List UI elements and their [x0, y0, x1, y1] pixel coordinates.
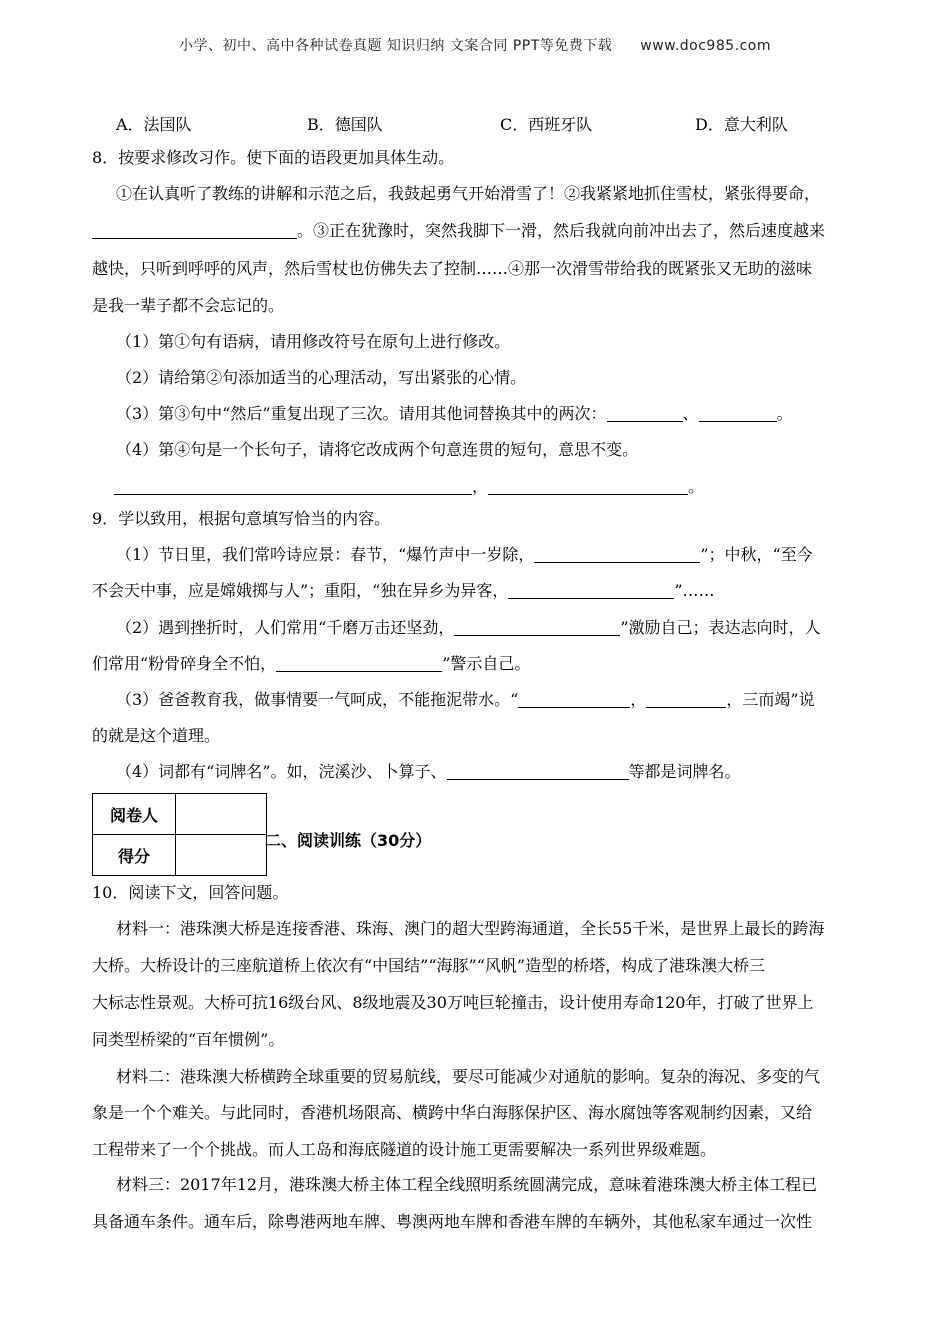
- q8-sub4: （4）第④句是一个长句子，请将它改成两个句意连贯的短句，意思不变。: [116, 440, 639, 459]
- answer-blank[interactable]: [488, 478, 688, 495]
- q9-a-line1: （1）节日里，我们常吟诗应景：春节，“爆竹声中一岁除， ”；中秋，“至今: [116, 545, 813, 564]
- material1-line2: 大桥。大桥设计的三座航道桥上依次有“中国结”“海豚”“风帆”造型的桥塔，构成了港珠澳大桥三: [92, 956, 766, 975]
- q8-sub4-answer: ， 。: [114, 477, 704, 497]
- answer-blank[interactable]: [276, 655, 442, 672]
- answer-blank[interactable]: [518, 691, 630, 708]
- answer-blank[interactable]: [114, 478, 472, 495]
- q9-d-line1: （4）词都有“词牌名”。如，浣溪沙、卜算子、 等都是词牌名。: [116, 762, 741, 781]
- answer-blank[interactable]: [646, 691, 726, 708]
- q8-para-line4: 是我一辈子都不会忘记的。: [92, 296, 285, 315]
- header-url[interactable]: www.doc985.com: [640, 38, 772, 54]
- option-c: C．西班牙队: [500, 115, 593, 134]
- page-header: [0, 35, 950, 55]
- option-d: D．意大利队: [695, 115, 788, 134]
- answer-blank[interactable]: [699, 405, 777, 422]
- q8-sub1: （1）第①句有语病，请用修改符号在原句上进行修改。: [116, 332, 511, 351]
- q9-c-line1: （3）爸爸教育我，做事情要一气呵成，不能拖泥带水。“ ， ，三而竭”说: [116, 690, 815, 709]
- score-table: [92, 793, 267, 876]
- answer-blank[interactable]: [508, 582, 674, 599]
- material2-line2: 象是一个个难关。与此同时，香港机场限高、横跨中华白海豚保护区、海水腐蚀等客观制约因素，又给: [92, 1103, 813, 1122]
- q8-para-line3: 越快，只听到呼呼的风声，然后雪杖也仿佛失去了控制……④那一次滑雪带给我的既紧张又无助的滋味: [92, 259, 813, 278]
- material3-line1: 材料三：2017年12月，港珠澳大桥主体工程全线照明系统圆满完成，意味着港珠澳大桥主体工程已: [116, 1175, 818, 1194]
- option-a: A．法国队: [116, 115, 192, 134]
- material1-line4: 同类型桥梁的“百年惯例”。: [92, 1030, 285, 1049]
- material2-line1: 材料二：港珠澳大桥横跨全球重要的贸易航线，要尽可能减少对通航的影响。复杂的海况、多变的气: [116, 1067, 821, 1086]
- q8-title: 8．按要求修改习作。使下面的语段更加具体生动。: [92, 148, 455, 167]
- q9-title: 9．学以致用，根据句意填写恰当的内容。: [92, 509, 391, 528]
- material1-line3: 大标志性景观。大桥可抗16级台风、8级地震及30万吨巨轮撞击，设计使用寿命120年，打破了世界上: [92, 993, 814, 1012]
- material3-line2: 具备通车条件。通车后，除粤港两地车牌、粤澳两地车牌和香港车牌的车辆外，其他私家车通过一次性: [92, 1212, 813, 1231]
- q10-title: 10．阅读下文，回答问题。: [92, 883, 289, 902]
- answer-blank[interactable]: [447, 763, 629, 780]
- answer-blank[interactable]: [534, 546, 700, 563]
- q8-sub2: （2）请给第②句添加适当的心理活动，写出紧张的心情。: [116, 368, 527, 387]
- section-title: 二、阅读训练（30分）: [265, 831, 432, 850]
- reviewer-cell[interactable]: [176, 794, 267, 835]
- answer-blank[interactable]: [454, 619, 620, 636]
- material1-line1: 材料一：港珠澳大桥是连接香港、珠海、澳门的超大型跨海通道，全长55千米，是世界上最长的跨海: [116, 919, 825, 938]
- q9-a-line2: 不会天中事，应是嫦娥掷与人”；重阳，“独在异乡为异客， ”……: [92, 581, 715, 600]
- score-cell[interactable]: [176, 835, 267, 876]
- answer-blank[interactable]: [92, 222, 297, 239]
- q9-b-line2: 们常用“粉骨碎身全不怕， ”警示自己。: [92, 654, 531, 673]
- material2-line3: 工程带来了一个个挑战。而人工岛和海底隧道的设计施工更需要解决一系列世界级难题。: [92, 1140, 717, 1159]
- score-label: 得分: [93, 835, 176, 876]
- q9-b-line1: （2）遇到挫折时，人们常用“千磨万击还坚劲， ”激励自己；表达志向时，人: [116, 618, 821, 637]
- q9-c-line2: 的就是这个道理。: [92, 726, 221, 745]
- q8-sub3: （3）第③句中“然后”重复出现了三次。请用其他词替换其中的两次： 、 。: [116, 404, 793, 423]
- header-text: 小学、初中、高中各种试卷真题 知识归纳 文案合同 PPT等免费下载: [178, 38, 613, 54]
- q8-para-line1: ①在认真听了教练的讲解和示范之后，我鼓起勇气开始滑雪了！②我紧紧地抓住雪杖，紧张得要命，: [116, 184, 821, 203]
- reviewer-label: 阅卷人: [93, 794, 176, 835]
- option-b: B．德国队: [307, 115, 383, 134]
- q8-para-line2: 。③正在犹豫时，突然我脚下一滑，然后我就向前冲出去了，然后速度越来: [92, 221, 825, 241]
- answer-blank[interactable]: [607, 405, 683, 422]
